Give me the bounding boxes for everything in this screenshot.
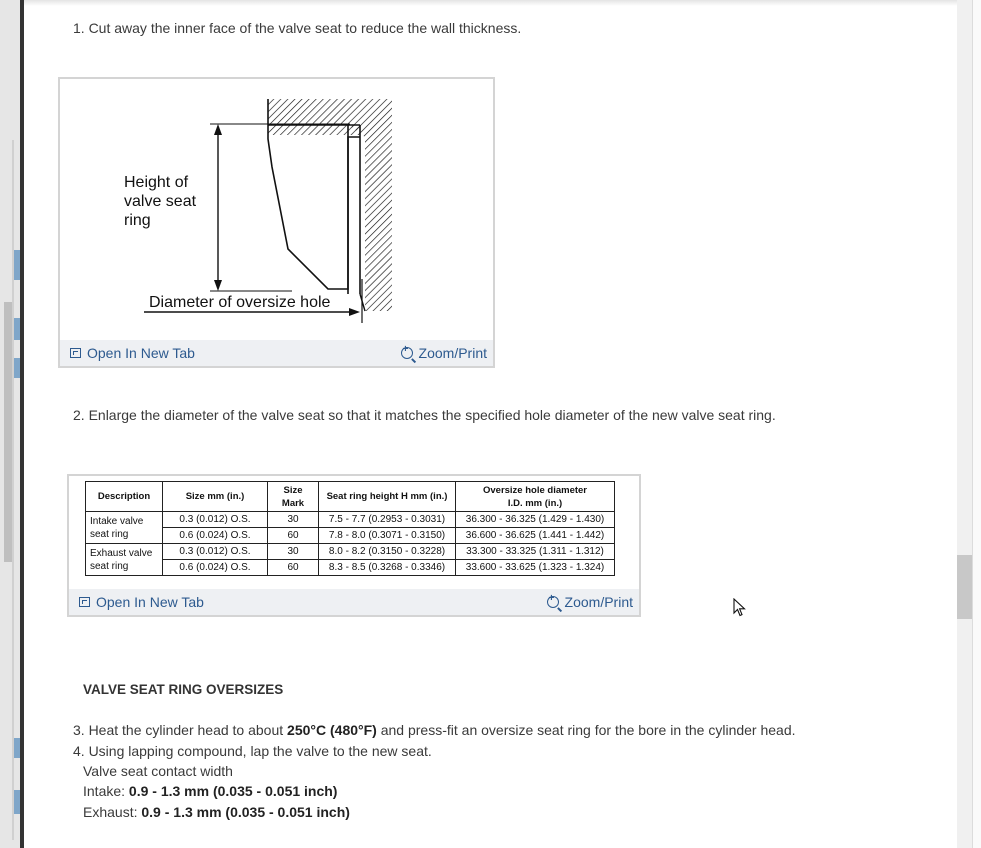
exhaust-value: 0.9 - 1.3 mm (0.035 - 0.051 inch) [141, 804, 350, 820]
header-size-mark: Size Mark [268, 482, 319, 512]
right-scroll-track [957, 0, 972, 848]
label-height-line-2: valve seat [124, 193, 197, 210]
label-diameter: Diameter of oversize hole [149, 294, 331, 311]
valve-seat-diagram [60, 79, 493, 341]
label-height-line-1: Height of [124, 174, 189, 191]
open-tab-icon [79, 597, 90, 607]
zoom-print-link[interactable] [547, 594, 633, 610]
table-row: Exhaust valve seat ring 0.3 (0.012) O.S. 30 8.0 - 8.2 (0.3150 - 0.3228) 33.300 - 33.325 (1.311 - 1.312) [86, 544, 615, 560]
document-content [24, 0, 957, 848]
zoom-print-link[interactable] [401, 345, 487, 361]
section-heading: VALVE SEAT RING OVERSIZES [83, 682, 284, 697]
heat-temperature: 250°C (480°F) [287, 722, 377, 738]
oversize-table-figure [67, 474, 641, 617]
intake-spec: Intake: 0.9 - 1.3 mm (0.035 - 0.051 inch) [83, 783, 338, 799]
seat-ring-hatch [268, 125, 360, 135]
top-shadow [24, 0, 957, 6]
left-panel-strip [0, 0, 20, 848]
figure-toolbar [69, 589, 639, 615]
header-size: Size mm (in.) [163, 482, 268, 512]
label-height-line-3: ring [124, 212, 151, 229]
right-scrollbar-thumb[interactable] [957, 555, 972, 619]
step-3: 3. Heat the cylinder head to about 250°C (480°F) and press-fit an oversize seat ring for the bore in the cylinder head. [73, 722, 796, 738]
open-tab-icon [70, 348, 81, 358]
zoom-in-icon [547, 596, 559, 608]
step-1: 1. Cut away the inner face of the valve seat to reduce the wall thickness. [73, 20, 522, 36]
table-header-row [86, 482, 615, 512]
exhaust-spec: Exhaust: 0.9 - 1.3 mm (0.035 - 0.051 inch) [83, 804, 350, 820]
zoom-in-icon [401, 347, 413, 359]
header-hole-diameter: Oversize hole diameter I.D. mm (in.) [456, 482, 615, 512]
step-4: 4. Using lapping compound, lap the valve to the new seat. [73, 743, 432, 759]
oversize-spec-table [85, 481, 615, 576]
step-2: 2. Enlarge the diameter of the valve seat so that it matches the specified hole diameter of the new valve seat ring. [73, 407, 776, 423]
contact-width-label: Valve seat contact width [83, 763, 233, 779]
table-row: Intake valve seat ring 0.3 (0.012) O.S. 30 7.5 - 7.7 (0.2953 - 0.3031) 36.300 - 36.325 (1.429 - 1.430) [86, 512, 615, 528]
zoom-print-label: Zoom/Print [418, 345, 487, 361]
header-seat-height: Seat ring height H mm (in.) [319, 482, 456, 512]
intake-value: 0.9 - 1.3 mm (0.035 - 0.051 inch) [128, 783, 338, 799]
open-in-new-tab-label: Open In New Tab [96, 594, 204, 610]
zoom-print-label: Zoom/Print [564, 594, 633, 610]
left-scroll-track [12, 140, 14, 840]
figure-toolbar [60, 340, 493, 366]
left-scrollbar-thumb[interactable] [4, 302, 12, 562]
open-in-new-tab-link[interactable] [79, 594, 204, 610]
mouse-cursor-icon [733, 598, 747, 618]
table-row: 0.6 (0.024) O.S. 60 8.3 - 8.5 (0.3268 - 0.3346) 33.600 - 33.625 (1.323 - 1.324) [86, 560, 615, 576]
open-in-new-tab-link[interactable] [70, 345, 195, 361]
table-row: 0.6 (0.024) O.S. 60 7.8 - 8.0 (0.3071 - 0.3150) 36.600 - 36.625 (1.441 - 1.442) [86, 528, 615, 544]
open-in-new-tab-label: Open In New Tab [87, 345, 195, 361]
intake-description: Intake valve seat ring [86, 512, 163, 544]
right-edge [972, 0, 981, 848]
exhaust-description: Exhaust valve seat ring [86, 544, 163, 576]
header-description: Description [86, 482, 163, 512]
valve-seat-figure [58, 77, 495, 368]
